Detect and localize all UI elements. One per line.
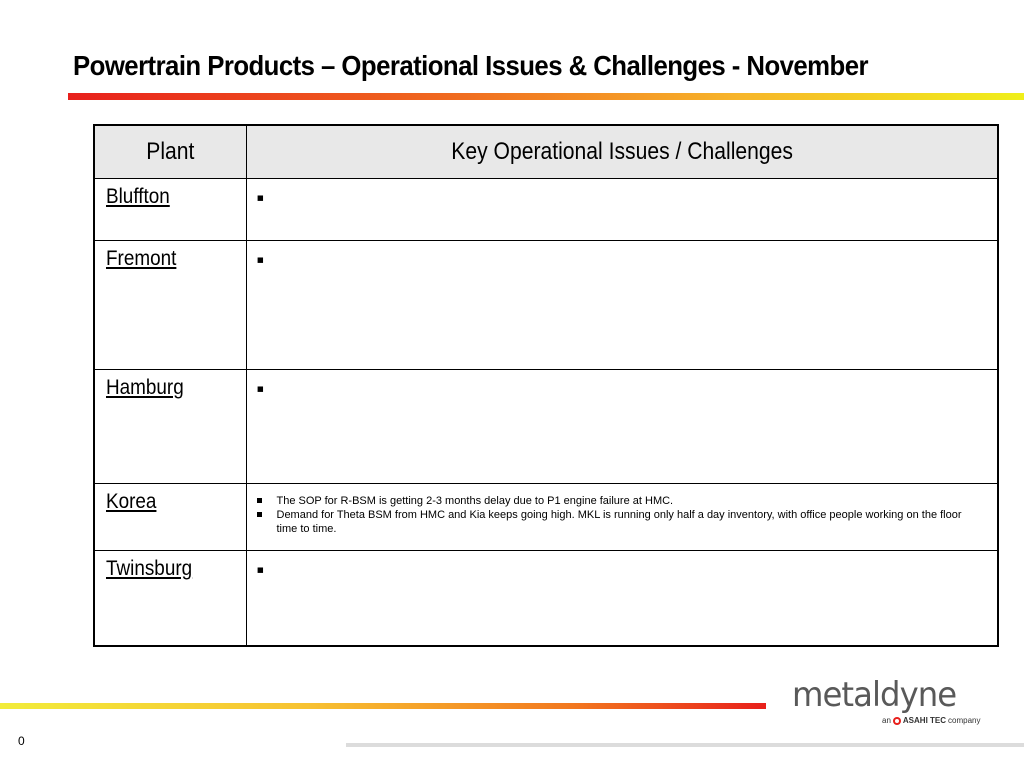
page-number: 0 (18, 734, 25, 748)
empty-bullet: ▪ (256, 247, 265, 272)
table-row-korea (94, 484, 998, 551)
metaldyne-logo (792, 675, 992, 732)
empty-bullet: ▪ (256, 376, 265, 401)
logo-sub-company: ASAHI TEC (902, 716, 947, 725)
issues-cell (246, 241, 998, 370)
plant-name-fremont[interactable]: Fremont (106, 247, 177, 270)
table-header-row (94, 125, 998, 179)
issues-cell (246, 370, 998, 484)
issues-cell (246, 179, 998, 241)
header-plant: Plant (94, 125, 246, 179)
plant-name-twinsburg[interactable]: Twinsburg (106, 557, 193, 580)
plant-cell (94, 551, 246, 646)
plant-cell (94, 484, 246, 551)
plant-name-korea[interactable]: Korea (106, 490, 157, 513)
issue-item: The SOP for R-BSM is getting 2-3 months delay due to P1 engine failure at HMC. (275, 494, 984, 508)
plant-cell (94, 179, 246, 241)
header-issues: Key Operational Issues / Challenges (246, 125, 998, 179)
footer-grey-bar (346, 743, 1024, 747)
issue-list (275, 494, 984, 536)
plant-name-bluffton[interactable]: Bluffton (106, 185, 170, 208)
footer-gradient-bar (0, 703, 766, 709)
page-title: Powertrain Products – Operational Issues & Challenges - November (73, 50, 868, 81)
table-row-fremont (94, 241, 998, 370)
issues-table (93, 124, 999, 647)
asahi-tec-mark-icon (893, 717, 901, 725)
issues-cell (246, 484, 998, 551)
title-underline-bar (68, 93, 1024, 100)
table-row-bluffton (94, 179, 998, 241)
plant-name-hamburg[interactable]: Hamburg (106, 376, 184, 399)
logo-sub-prefix: an (882, 716, 891, 725)
empty-bullet: ▪ (256, 185, 265, 210)
plant-cell (94, 241, 246, 370)
issues-cell (246, 551, 998, 646)
table-row-twinsburg (94, 551, 998, 646)
logo-sub-suffix: company (948, 716, 981, 725)
logo-wordmark: metaldyne (792, 675, 957, 715)
table-row-hamburg (94, 370, 998, 484)
issue-item: Demand for Theta BSM from HMC and Kia keeps going high. MKL is running only half a day inventory, with office people working on the floor time to time. (275, 508, 984, 536)
empty-bullet: ▪ (256, 557, 265, 582)
logo-subtitle (882, 716, 981, 725)
plant-cell (94, 370, 246, 484)
